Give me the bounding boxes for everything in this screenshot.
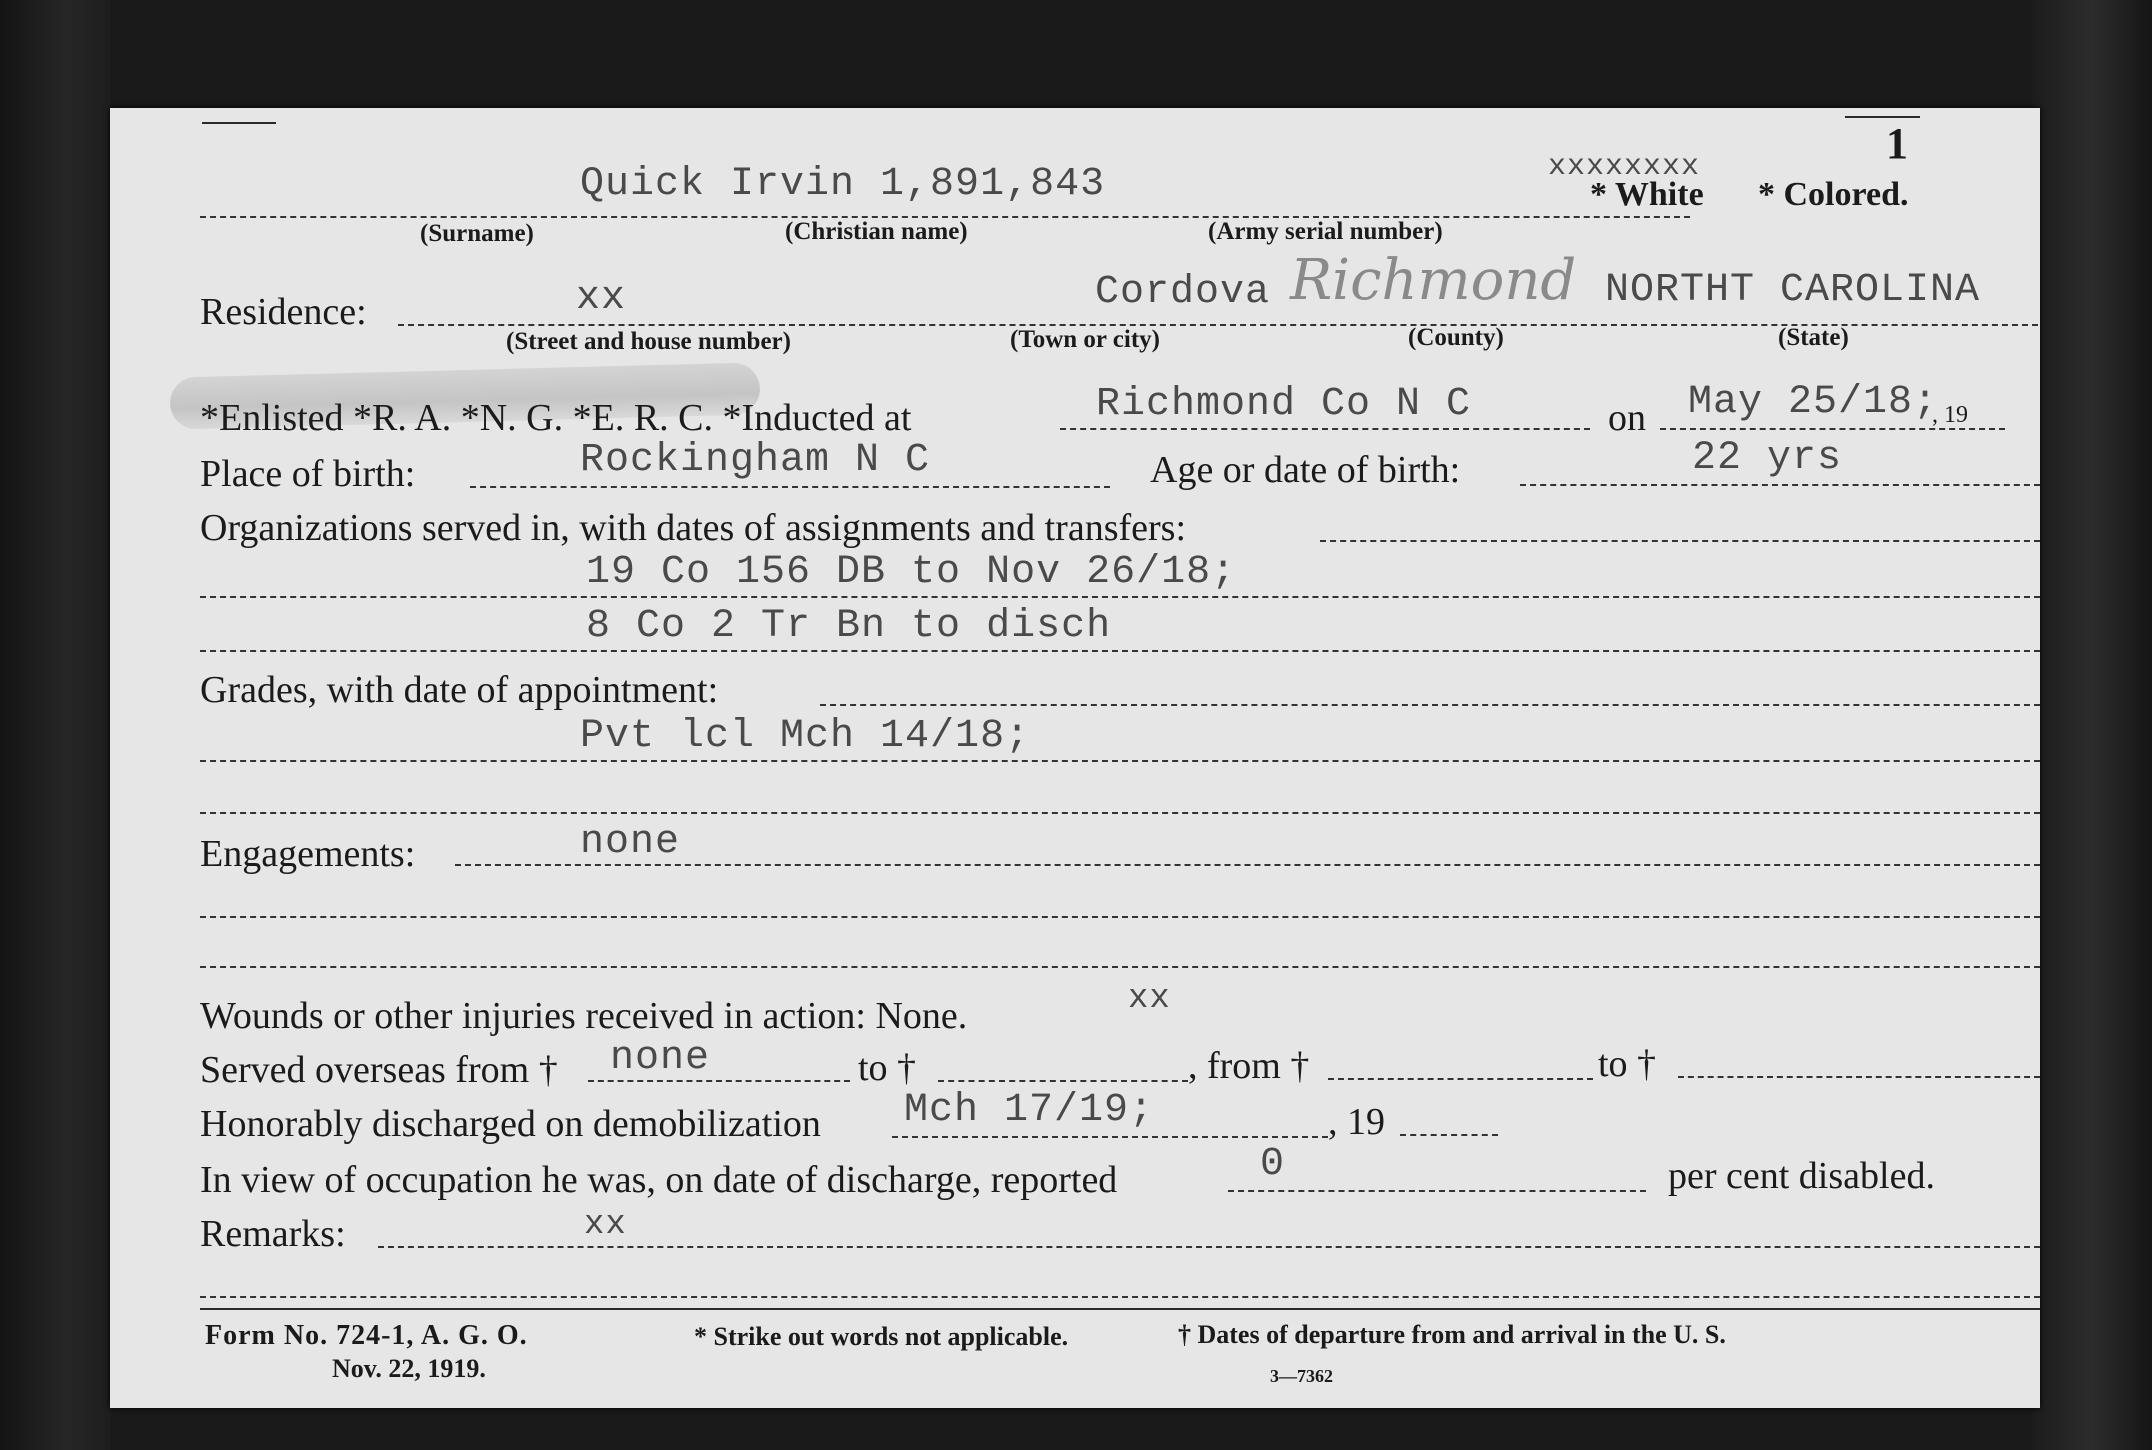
inducted-place-value: Richmond Co N C (1096, 382, 1472, 427)
top-right-rule (1845, 116, 1920, 118)
grade-entry: Pvt lcl Mch 14/18; (580, 714, 1031, 759)
organizations-line-0 (1320, 540, 2040, 542)
street-caption: (Street and house number) (506, 328, 791, 355)
on-label: on (1608, 397, 1646, 439)
colored-label: * Colored. (1758, 176, 1909, 213)
disability-value: 0 (1260, 1142, 1286, 1187)
overseas-to2-line (1678, 1076, 2040, 1078)
organizations-line-1 (200, 596, 2040, 598)
residence-label: Residence: (200, 291, 367, 333)
organization-entry: 19 Co 156 DB to Nov 26/18; (586, 550, 1237, 595)
white-label: * White (1590, 176, 1704, 213)
discharge-year: , 19 (1328, 1101, 1385, 1143)
name-serial-value: Quick Irvin 1,891,843 (580, 162, 1106, 207)
engagements-label: Engagements: (200, 833, 416, 875)
overseas-to-label: to † (858, 1047, 917, 1089)
discharge-value: Mch 17/19; (904, 1088, 1155, 1133)
remarks-label: Remarks: (200, 1213, 346, 1255)
christian-name-caption: (Christian name) (785, 218, 968, 245)
place-of-birth-value: Rockingham N C (580, 438, 931, 483)
top-left-rule (202, 122, 276, 124)
county-caption: (County) (1408, 324, 1504, 351)
scan-left-edge (0, 0, 110, 1450)
enlisted-label: *Enlisted *R. A. *N. G. *E. R. C. *Inducted at (200, 397, 912, 439)
surname-caption: (Surname) (420, 220, 534, 247)
engagements-line-1 (200, 916, 2040, 918)
remarks-value: xx (584, 1206, 627, 1244)
service-record-card (110, 108, 2040, 1408)
discharge-year-line (1400, 1134, 1498, 1136)
organizations-line-2 (200, 650, 2040, 652)
overseas-from2-line (1328, 1078, 1593, 1080)
organizations-label: Organizations served in, with dates of assignments and transfers: (200, 507, 1187, 549)
grades-line-2 (200, 812, 2040, 814)
remarks-line-0 (378, 1246, 2040, 1248)
overseas-to2-label: to † (1598, 1043, 1657, 1085)
engagements-line-0 (455, 864, 2040, 866)
footer-rule (200, 1308, 2040, 1310)
place-of-birth-line (470, 486, 1110, 488)
engagements-line-2 (200, 966, 2040, 968)
inducted-place-line (1060, 428, 1590, 430)
form-date: Nov. 22, 1919. (332, 1354, 486, 1383)
dates-note: † Dates of departure from and arrival in the U. S. (1178, 1320, 1726, 1349)
overseas-from-line (588, 1080, 850, 1082)
disability-suffix: per cent disabled. (1668, 1155, 1935, 1197)
grades-line-0 (820, 704, 2040, 706)
wounds-value: xx (1128, 980, 1171, 1018)
town-caption: (Town or city) (1010, 326, 1160, 353)
residence-state-value: NORTHT CAROLINA (1605, 268, 1981, 313)
struck-xs: xxxxxxxx (1548, 150, 1701, 184)
age-label: Age or date of birth: (1150, 449, 1461, 491)
scan-right-edge (2032, 0, 2152, 1450)
overseas-from2-label: , from † (1188, 1045, 1310, 1087)
engagements-value: none (580, 820, 681, 865)
state-caption: (State) (1778, 324, 1849, 351)
overseas-to-line (938, 1080, 1188, 1082)
discharge-line (892, 1136, 1328, 1138)
age-line (1520, 484, 2040, 486)
disability-label: In view of occupation he was, on date of discharge, reported (200, 1159, 1118, 1201)
army-serial-caption: (Army serial number) (1208, 218, 1443, 245)
residence-county-handwritten: Richmond (1290, 248, 1577, 313)
page-number: 1 (1886, 119, 1908, 168)
wounds-label: Wounds or other injuries received in action: None. (200, 995, 968, 1037)
overseas-from-value: none (610, 1036, 711, 1081)
grades-line-1 (200, 760, 2040, 762)
strike-note: * Strike out words not applicable. (694, 1322, 1069, 1351)
residence-street-value: xx (576, 276, 627, 321)
inducted-date-value: May 25/18; (1688, 380, 1939, 425)
form-number: Form No. 724-1, A. G. O. (205, 1320, 528, 1351)
residence-town-value: Cordova (1095, 270, 1271, 315)
age-value: 22 yrs (1692, 436, 1843, 481)
organization-entry: 8 Co 2 Tr Bn to disch (586, 604, 1112, 649)
overseas-label: Served overseas from † (200, 1049, 558, 1091)
print-code: 3—7362 (1270, 1366, 1333, 1386)
remarks-line-1 (200, 1296, 2040, 1298)
year-prefix: , 19 (1932, 402, 1968, 428)
grades-label: Grades, with date of appointment: (200, 669, 719, 711)
disability-line (1228, 1190, 1646, 1192)
discharge-label: Honorably discharged on demobilization (200, 1103, 821, 1145)
place-of-birth-label: Place of birth: (200, 453, 416, 495)
